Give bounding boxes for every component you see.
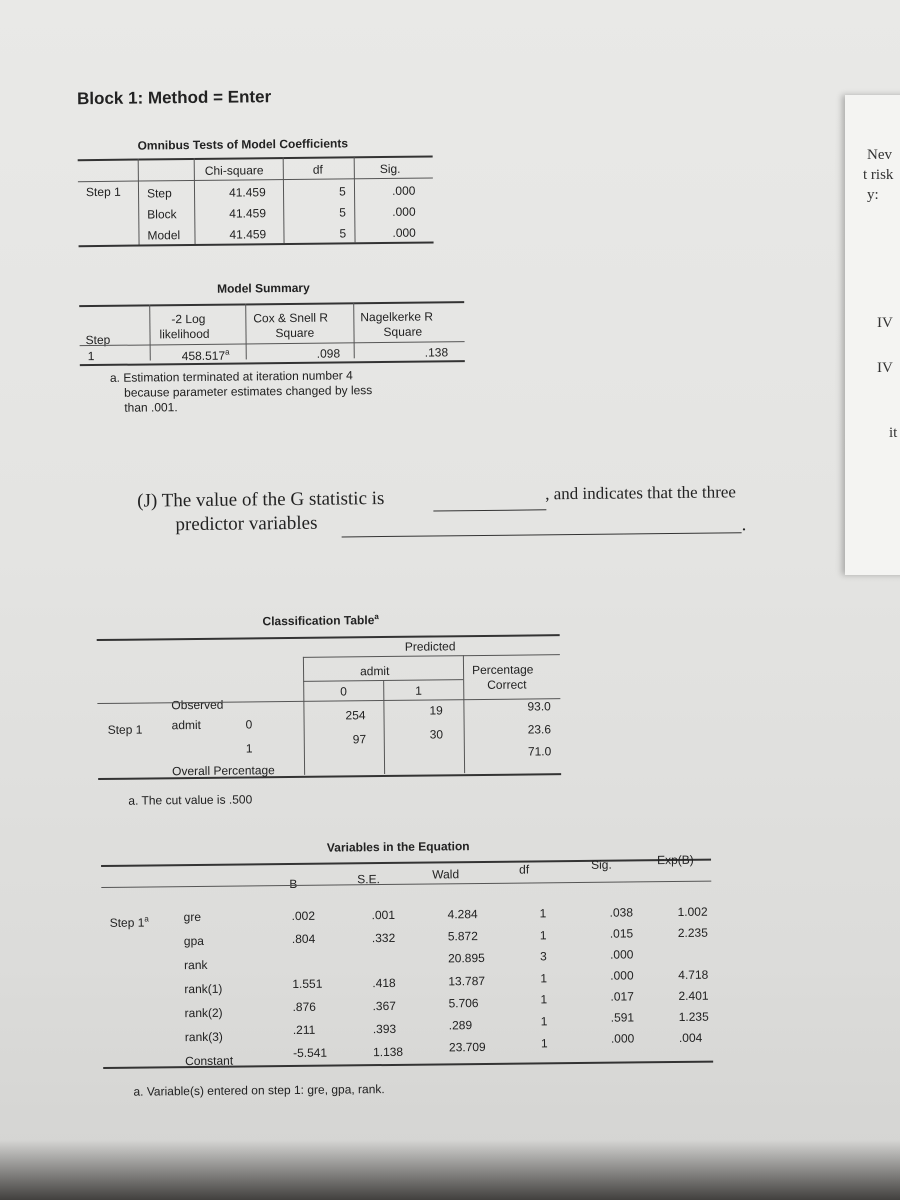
table-cell: .138 [424,345,449,360]
table-cell: .289 [448,1018,473,1033]
table-cell: 1 [87,349,95,364]
table-cell: .876 [292,999,316,1015]
column-header: Observed [171,697,224,713]
question-text: (J) The value of the G statistic is [137,488,385,512]
column-header: admit [359,663,390,679]
table-title: Omnibus Tests of Model Coefficients [137,136,349,153]
table-cell: 41.459 [228,185,266,200]
table-surface [0,1140,900,1200]
footnote: a. Variable(s) entered on step 1: gre, gpa, rank. [133,1082,385,1099]
answer-blank[interactable] [342,532,742,537]
row-label: gre [183,909,202,925]
table-cell: 1 [540,1014,548,1029]
table-cell: .000 [610,1031,635,1046]
column-header: Nagelkerke R [360,309,434,325]
column-header: Sig. [379,161,401,177]
table-cell: .000 [391,183,416,198]
column-header: Predicted [404,639,456,654]
right-page-text: IV [877,360,893,376]
column-header: Sig. [591,857,612,872]
table-cell: 2.235 [677,925,708,940]
table-cell: 5 [339,226,347,241]
row-label: rank [184,957,208,973]
table-cell: 93.0 [527,699,551,714]
footnote-marker: a [374,612,379,622]
row-label: Block [147,207,177,222]
column-header: Percentage [471,662,534,678]
row-label: Model [147,228,181,243]
table-cell: .591 [610,1010,635,1025]
column-header: S.E. [357,872,380,887]
table-cell: 23.6 [527,722,552,737]
table-cell: 20.895 [447,951,485,966]
table-cell: .418 [372,976,396,991]
column-header: Correct [487,677,527,692]
table-cell: 5 [339,205,347,220]
table-cell: .000 [392,204,416,219]
table-cell: 1.138 [372,1044,404,1059]
row-group-label: Step 1$^a$ [109,914,149,930]
table-cell: 1.002 [677,904,708,919]
row-label: admit [171,717,202,733]
table-cell: 1.551 [292,977,323,992]
column-header: Step [85,332,111,348]
column-header: likelihood [159,326,210,342]
row-label: Constant [185,1053,234,1069]
right-page-text: t risk [863,167,894,183]
column-header: Exp(B) [656,852,694,868]
block-title: Block 1: Method = Enter [76,87,272,109]
column-header: 1 [415,683,423,698]
column-header: Square [275,325,315,341]
answer-blank[interactable] [433,509,546,511]
row-label: gpa [183,933,204,949]
table-cell: 23.709 [448,1040,486,1055]
table-cell: 41.459 [229,206,267,221]
table-cell: .000 [392,225,416,240]
row-label: 0 [245,717,253,732]
table-cell: 458.517$^a$ [181,347,230,364]
table-cell: 5.706 [448,995,479,1011]
column-header: 0 [340,684,348,699]
table-cell: 1.235 [678,1009,709,1024]
table-cell: .000 [609,947,634,962]
question-text: , and indicates that the three [545,482,736,504]
footnote: a. The cut value is .500 [128,792,253,808]
table-cell: 71.0 [527,744,552,759]
column-header: Cox & Snell R [253,310,329,326]
table-cell: 19 [429,703,443,718]
question-text: predictor variables [175,512,318,536]
column-header: Square [383,324,423,340]
table-title: Model Summary [216,280,310,296]
row-label: Step [146,186,172,201]
right-page-text: it [889,425,898,441]
row-label: rank(3) [184,1029,223,1045]
table-cell: .804 [291,931,316,946]
row-label: 1 [245,741,253,756]
column-header: df [312,162,323,177]
right-page-text: Nev [867,147,892,163]
table-cell: .000 [610,968,634,983]
table-cell: 1 [539,906,547,921]
table-cell: -5.541 [292,1045,328,1060]
table-cell: 1 [540,992,548,1007]
table-cell: 5 [338,184,346,199]
row-group-label: Step 1 [107,722,143,737]
table-cell: .004 [678,1030,703,1045]
table-cell: 1 [540,1035,548,1050]
table-cell: 4.718 [678,967,709,982]
footnote: a. Estimation terminated at iteration number 4 [109,368,353,385]
table-cell: 97 [352,732,367,747]
table-cell: 254 [345,708,366,723]
table-cell: .002 [291,908,316,923]
column-header: B [289,876,298,892]
table-cell: 4.284 [447,907,478,922]
footnote-marker: a [225,347,230,357]
table-cell: 2.401 [678,988,709,1003]
table-cell: 30 [429,727,444,742]
footnote: because parameter estimates changed by less [124,383,373,400]
table-cell: 5.872 [447,929,478,944]
column-header: Wald [432,867,460,882]
table-cell: .332 [371,930,396,945]
table-cell: 41.459 [229,227,267,242]
footnote-marker: a [144,914,149,924]
table-title: Variables in the Equation [326,839,470,855]
period: . [741,514,747,536]
column-header: df [519,862,530,877]
column-header: -2 Log [171,311,206,327]
right-page-text: IV [877,315,893,331]
table-cell: 13.787 [448,973,486,988]
table-cell: .367 [372,999,396,1014]
column-header: Chi-square [204,163,264,178]
table-cell: .038 [609,905,634,920]
table-cell: .015 [609,926,634,941]
row-label: rank(1) [184,981,223,997]
table-cell: .211 [292,1022,316,1037]
row-label: Overall Percentage [172,763,275,779]
table-cell: 3 [539,949,547,964]
table-cell: 1 [539,927,547,942]
footnote: than .001. [124,400,178,415]
table-cell: .001 [371,907,396,923]
table-cell: 1 [540,971,548,986]
table-cell: .393 [372,1021,397,1037]
table-cell: .017 [610,989,634,1004]
row-label: rank(2) [184,1005,223,1021]
table-title: Classification Table$^a$ [262,612,379,629]
row-group-label: Step 1 [85,184,121,200]
right-page-text: y: [867,187,879,203]
table-cell: .098 [316,346,341,361]
